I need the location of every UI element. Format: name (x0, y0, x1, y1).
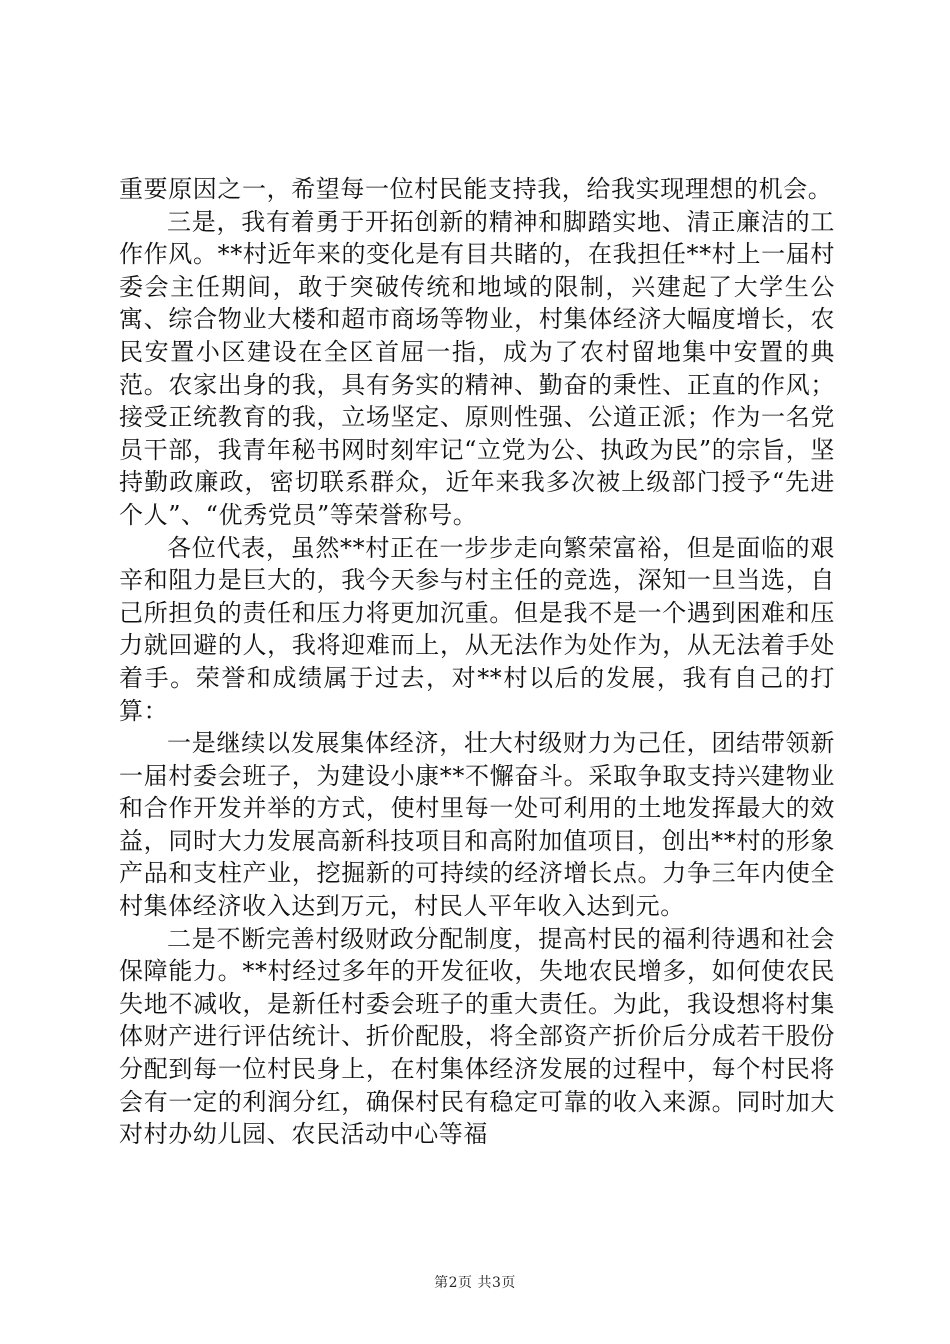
page-footer: 第2页 共3页 (434, 1275, 516, 1291)
paragraph-plan-one: 一是继续以发展集体经济，壮大村级财力为己任，团结带领新一届村委会班子，为建设小康**不懈奋斗。采取争取支持兴建物业和合作开发并举的方式，使村里每一处可利用的土地发挥最大的效益，同时大力发展高新科技项目和高附加值项目，创出**村的形象产品和支柱产业，挖掘新的可持续的经济增长点。力争三年内使全村集体经济收入达到万元，村民人平年收入达到元。 (119, 729, 835, 921)
document-body (119, 173, 835, 1151)
paragraph-representatives: 各位代表，虽然**村正在一步步走向繁荣富裕，但是面临的艰辛和阻力是巨大的，我今天参与村主任的竞选，深知一旦当选，自己所担负的责任和压力将更加沉重。但是我不是一个遇到困难和压力就回避的人，我将迎难而上，从无法作为处作为，从无法着手处着手。荣誉和成绩属于过去，对**村以后的发展，我有自己的打算： (119, 533, 835, 725)
paragraph-plan-two: 二是不断完善村级财政分配制度，提高村民的福利待遇和社会保障能力。**村经过多年的开发征收，失地农民增多，如何使农民失地不减收，是新任村委会班子的重大责任。为此，我设想将村集体财产进行评估统计、折价配股，将全部资产折价后分成若干股份分配到每一位村民身上，在村集体经济发展的过程中，每个村民将会有一定的利润分红，确保村民有稳定可靠的收入来源。同时加大对村办幼儿园、农民活动中心等福 (119, 924, 835, 1149)
paragraph-continuation: 重要原因之一，希望每一位村民能支持我，给我实现理想的机会。 (119, 175, 833, 203)
paragraph-point-three: 三是，我有着勇于开拓创新的精神和脚踏实地、清正廉洁的工作作风。**村近年来的变化是有目共睹的，在我担任**村上一届村委会主任期间，敢于突破传统和地域的限制，兴建起了大学生公寓、综合物业大楼和超市商场等物业，村集体经济大幅度增长，农民安置小区建设在全区首屈一指，成为了农村留地集中安置的典范。农家出身的我，具有务实的精神、勤奋的秉性、正直的作风；接受正统教育的我，立场坚定、原则性强、公道正派；作为一名党员干部，我青年秘书网时刻牢记“立党为公、执政为民”的宗旨，坚持勤政廉政，密切联系群众，近年来我多次被上级部门授予“先进个人”、“优秀党员”等荣誉称号。 (119, 207, 835, 529)
